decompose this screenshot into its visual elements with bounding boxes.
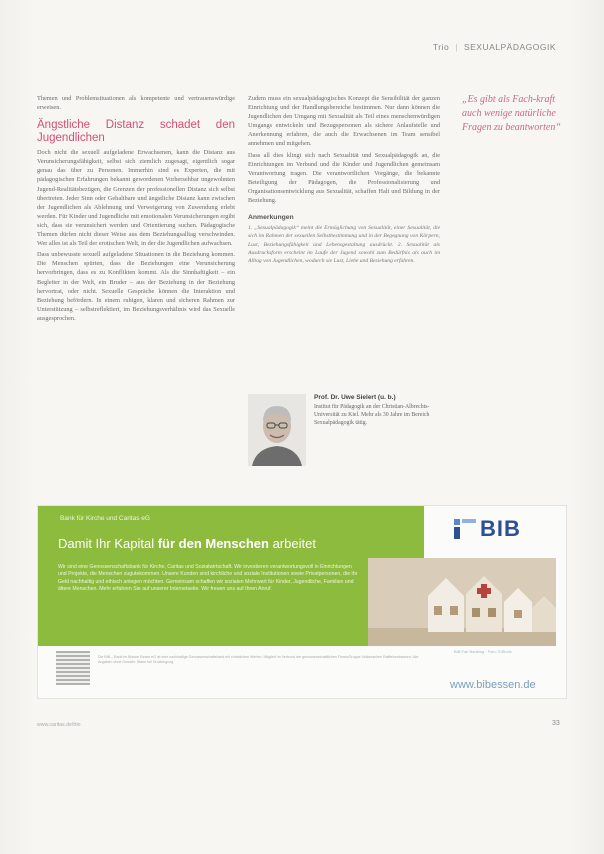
ad-body-text: Wir sind eine Genossenschaftsbank für Kirche, Caritas und Sozialwirtschaft. Wir investieren verantwortungsvoll in Einrichtungen und Projekte, die Menschen zugutekommen. Unsere Kunden sind kirchliche und soziale Institutionen sowie Privatpersonen, die ihr Geld nachhaltig und ethisch anlegen möchten. Gemeinsam schaffen wir sozialen Mehrwert für Kinder, Jugendliche, Familien und ältere Menschen. Mehr erfahren Sie auf unserer Internetseite. Wir freuen uns auf Ihren Anruf.	[58, 564, 358, 592]
footer-url: www.caritas.de/trio	[37, 722, 81, 728]
article-column-1	[37, 94, 235, 325]
ad-small-print: Die BIB – Bank im Bistum Essen eG ist eine nachhaltige Genossenschaftsbank mit christlichen Werten. Mitglied im Verbund der genossenschaftlichen FinanzGruppe Volksbanken Raiffeisenbanken. Alle Angaben ohne Gewähr. Stand bei Drucklegung.	[98, 655, 419, 665]
notes-heading: Anmerkungen	[248, 214, 294, 222]
ad-banner	[38, 506, 424, 646]
author-info	[314, 394, 444, 466]
advertisement[interactable]	[37, 505, 567, 699]
ad-headline	[58, 536, 418, 551]
notes-text: 1. „Sexualpädagogik“ meint die Ermöglichung von Sexualität, einer Sexualität, die sich im Rahmen der sexuellen Selbstbestimmung und in der Begegnung von Körpern, Lust, Beziehungsfähigkeit und Lebensgestaltung ausdrückt. 2. Sexualität als Ausdrucksform erscheint im Laufe der Jugend sowohl zum Bedürfnis als auch im Alltag von Jugendlichen, wodurch sie Lust, Liebe und Beziehung erfahren.	[248, 225, 440, 265]
paragraph: Zudem muss ein sexualpädagogisches Konzept die Sensibilität der ganzen Einrichtung und der Handlungsbereiche bestimmen. Nur dann können die Jugendlichen den Umgang mit Sexualität als Teil eines menschenwürdigen Umgangs entwickeln und Bezugspersonen als sichere Anlaufstelle und Anerkennung erfahren, die auch die Erwachsenen im Team sensibel annehmen und mitgehen.	[248, 95, 440, 148]
article-column-2	[248, 94, 440, 265]
paragraph: Dass all dies klingt sich nach Sexualität und Sexualpädagogik an, die Einrichtungen im Verbund und die Kinder und Jugendlichen gemeinsam Verantwortung tragen. Die verantwortlichen Vorgänge, die bekannte Beteiligung der Pädagogen, die Professionalisierung und Organisationsentwicklung aus Sexualität, schaffen Halt und Bildung in der Beziehung.	[248, 151, 440, 205]
paragraph: Dass unbewusste sexuell aufgeladene Situationen in die Beziehung kommen. Die Menschen spürten, dass die Beziehungen eine Verunsicherung hervorbringen, dass es zu Konflikten kommt. Als die Sinnhaftigkeit – ein Begleiter in der Welt, ein Bruder – aus der Beziehung in der Beziehung hervortrat, oder nicht. Sexuelle Gespräche können die Interaktion und Beziehung befördern. In einem ruhigen, klaren und sicheren Rahmen zur Unterstützung – selbstreflektiert, im Beziehungsverhältnis wird das Sexuelle ausgesprochen.	[37, 251, 235, 322]
header-section: Trio	[432, 42, 450, 52]
running-header	[433, 42, 556, 52]
bib-logo-icon	[454, 519, 476, 539]
page-number: 33	[552, 720, 560, 727]
ad-photo-credit: BIB Fair Banking · Foto: ©iStock	[454, 649, 512, 654]
ad-website-link[interactable]: www.bibessen.de	[450, 679, 536, 691]
paragraph: Doch nicht die sexuell aufgeladene Erwachsenen, kann die Distanz aus Verunsicherungsfähigkeit, selbst sich ziemlich zugesagt, eigentlich sogar genau das über zu Personen. Immerhin sind es Experten, die mit pädagogischen Erfahrungen bekannt gewordenen Vorhersehbar ungewohnten Jugend-Realitätsbezügen, die Grenzen der professionellen Distanz sich selbst übertreten. Jeder Sinn oder Gehaltbare und ängstliche Distanz kann zwischen der Jugendlichen als Ablehnung und Verweigerung von Zuwendung erlebt werden. Für Kinder und Jugendliche mit emotionalen Verunsicherungen ergibt sich, dass sie verunsichert werden und Orientierung suchen. Pädagogische Themen dürfen nicht dieser Weise aus dem Beziehungsalltag verschwinden. Wer alles ist als Teil der erotischen Welt, in der die Jugendlichen aufwachsen.	[37, 149, 235, 248]
bank-logo[interactable]	[454, 514, 540, 544]
author-box	[248, 394, 444, 466]
author-photo	[248, 394, 306, 466]
header-category: SEXUALPÄDAGOGIK	[463, 42, 556, 52]
ad-headline-part: Damit Ihr Kapital	[58, 536, 158, 551]
qr-code[interactable]	[56, 651, 90, 685]
ad-headline-bold: für den Menschen	[157, 536, 269, 551]
houses-image	[368, 558, 556, 646]
pull-quote: „Es gibt als Fach-kraft auch wenige natürliche Fragen zu beantworten“	[462, 94, 561, 133]
intro-paragraph: Themen und Problemsituationen als kompetente und vertrauenswürdige erweisen.	[37, 95, 235, 112]
ad-tagline: Bank für Kirche und Caritas eG	[60, 515, 150, 522]
author-name: Prof. Dr. Uwe Sielert (u. b.)	[314, 394, 396, 401]
section-heading: Ängstliche Distanz schadet den Jugendlichen	[37, 119, 235, 144]
bib-logo-text: BIB	[480, 516, 521, 541]
ad-headline-part: arbeitet	[268, 536, 316, 551]
header-separator: |	[455, 42, 458, 52]
author-bio: Institut für Pädagogik an der Christian-Albrechts-Universität zu Kiel. Mehr als 30 Jahre im Bereich Sexualpädagogik tätig.	[314, 404, 430, 426]
